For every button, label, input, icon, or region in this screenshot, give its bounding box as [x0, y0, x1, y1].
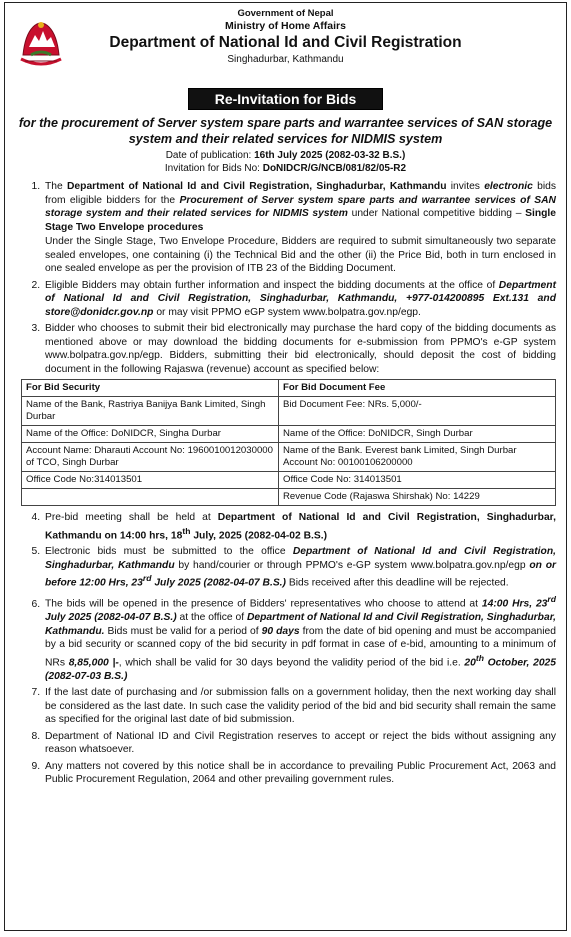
- clause-text: invites: [446, 181, 485, 192]
- clause-emphasis: on or before 12:00 Hrs, 23: [45, 559, 556, 589]
- clause-6: [43, 593, 556, 683]
- banner-wrap: [5, 88, 566, 110]
- fee-table-header-row: [22, 380, 556, 397]
- table-cell: [22, 489, 279, 506]
- table-row: [22, 489, 556, 506]
- department-name: Department of National Id and Civil Registration: [109, 34, 462, 51]
- nepal-emblem-icon: [19, 15, 63, 67]
- notice-subject: for the procurement of Server system spare parts and warrantee services of SAN storage system and their related services for NIDMIS system: [18, 116, 553, 146]
- clause-4: [43, 511, 556, 542]
- clause-text: by hand/courier or through PPMO's e-GP system www.bolpatra.gov.np/egp: [174, 559, 530, 571]
- clause-7: [43, 686, 556, 727]
- clause-emphasis: electronic: [484, 181, 533, 192]
- table-row: [22, 426, 556, 443]
- fee-table-header: For Bid Document Fee: [279, 380, 556, 397]
- table-cell: Account Name: Dharauti Account No: 1960010012030000 of TCO, Singh Durbar: [22, 443, 279, 472]
- clause-1: [43, 180, 556, 276]
- clause-emphasis: Procurement of Server system spare parts and warrantee services of SAN storage system and their related services for NIDMIS system: [45, 194, 556, 219]
- government-name: Government of Nepal: [237, 8, 334, 19]
- clause-emphasis: 90 days: [261, 625, 300, 637]
- clause-text: Electronic bids must be submitted to the office: [45, 546, 293, 558]
- clause-text: at the office of: [176, 612, 247, 624]
- notice-banner: Re-Invitation for Bids: [188, 88, 384, 110]
- clause-emphasis: July 2025 (2082-04-07 B.S.): [45, 612, 177, 624]
- clause-bold: July, 2025 (2082-04-02 B.S.): [190, 529, 328, 541]
- clause-text: Department of National ID and Civil Registration reserves to accept or reject the bids without assigning any reason whatsoever.: [45, 730, 556, 756]
- notice-clauses: [5, 180, 556, 376]
- clause-9: [43, 760, 556, 787]
- table-cell: Office Code No:314013501: [22, 472, 279, 489]
- table-row: [22, 443, 556, 472]
- clause-text: , which shall be valid for 30 days beyond the validity period of the bid i.e.: [118, 657, 465, 669]
- publication-date-label: Date of publication:: [165, 150, 255, 161]
- clause-bold: Department of National Id and Civil Registration, Singhadurbar, Kathmandu: [67, 181, 447, 192]
- clause-5: [43, 545, 556, 590]
- clause-text: Eligible Bidders may obtain further information and inspect the bidding documents at the office of: [45, 279, 499, 291]
- clause-emphasis: 20: [464, 657, 476, 669]
- notice-clauses-continued: [5, 511, 556, 787]
- clause-8: [43, 730, 556, 757]
- clause-text: or may visit PPMO eGP system www.bolpatra.gov.np/egp.: [153, 306, 421, 318]
- clause-bold: Single Stage Two Envelope procedures: [45, 208, 556, 233]
- clause-text: Bidder who chooses to submit their bid electronically may purchase the hard copy of the bidding documents as mentioned above or may download the bidding documents for e-submission from PPMO's e-GP system www.bolpatra.gov.np/egp. Bidders, submitting their bid electronically, should deposit the cost of bidding document in the following Rajaswa (revenue) account as specified below:: [45, 323, 556, 375]
- invitation-number: [5, 162, 566, 175]
- clause-text: If the last date of purchasing and /or submission falls on a government holiday, then the next working day shall be considered as the last date. In such case the validity period of the bid and bid security shall remain the same as specified for the original last date of bid submission.: [45, 687, 556, 726]
- clause-superscript: rd: [547, 594, 556, 605]
- clause-text: from the date of bid opening and must be accompanied by a bid security or scanned copy of the bid security in pdf format in case of e-bid, amounting to a minimum of NRs: [45, 625, 556, 669]
- table-row: [22, 397, 556, 426]
- fee-table: [21, 379, 556, 506]
- invitation-number-value: DoNIDCR/G/NCB/081/82/05-R2: [262, 163, 407, 174]
- invitation-number-label: Invitation for Bids No:: [164, 163, 263, 174]
- clause-text: Any matters not covered by this notice shall be in accordance to prevailing Public Procurement Act, 2063 and Public Procurement Regulation, 2064 and other prevailing government rules.: [45, 760, 556, 786]
- table-cell: Name of the Office: DoNIDCR, Singha Durbar: [22, 426, 279, 443]
- clause-text: The: [45, 181, 67, 192]
- clause-superscript: rd: [142, 573, 152, 584]
- clause-emphasis: 8,85,000 |-: [68, 657, 119, 669]
- table-cell: Office Code No: 314013501: [279, 472, 556, 489]
- clause-emphasis: July 2025 (2082-04-07 B.S.): [151, 577, 286, 589]
- table-cell: Name of the Bank. Everest bank Limited, Singh Durbar Account No: 00100106200000: [279, 443, 556, 472]
- clause-text: Bids must be valid for a period of: [104, 625, 262, 637]
- clause-emphasis: 14:00 Hrs, 23: [481, 598, 548, 610]
- clause-superscript: th: [475, 652, 484, 663]
- clause-2: [43, 279, 556, 320]
- clause-bold: Department of National Id and Civil Registration, Singhadurbar, Kathmandu on 14:00 hrs, 18: [45, 512, 556, 541]
- clause-3: [43, 322, 556, 376]
- clause-emphasis: Department of National Id and Civil Registration, Singhadurbar, Kathmandu: [45, 546, 556, 571]
- clause-emphasis: Department of National Id and Civil Registration, Singhadurbar, Kathmandu, +977-014200895 Ext.131 and store@donidcr.gov.np: [45, 279, 556, 318]
- clause-text: under National competitive bidding –: [347, 208, 526, 219]
- table-cell: Name of the Office: DoNIDCR, Singh Durbar: [279, 426, 556, 443]
- clause-emphasis: October, 2025 (2082-07-03 B.S.): [45, 657, 556, 682]
- clause-emphasis: Department of National Id and Civil Registration, Singhadurbar, Kathmandu.: [45, 612, 556, 637]
- clause-text: bids from eligible bidders for the: [45, 181, 556, 206]
- publication-date-value: 16th July 2025 (2082-03-32 B.S.): [254, 150, 406, 161]
- publication-date: [5, 149, 566, 162]
- fee-table-header: For Bid Security: [22, 380, 279, 397]
- ministry-name: Ministry of Home Affairs: [225, 20, 346, 32]
- clause-superscript: th: [182, 525, 191, 536]
- table-cell: Bid Document Fee: NRs. 5,000/-: [279, 397, 556, 426]
- clause-text: Pre-bid meeting shall be held at: [45, 512, 218, 523]
- table-cell: Revenue Code (Rajaswa Shirshak) No: 14229: [279, 489, 556, 506]
- table-cell: Name of the Bank, Rastriya Banijya Bank Limited, Singh Durbar: [22, 397, 279, 426]
- table-row: [22, 472, 556, 489]
- clause-1-procedure: Under the Single Stage, Two Envelope Procedure, Bidders are required to submit simultaneously two separate sealed envelopes, one containing (i) the Technical Bid and the other (ii) the Price Bid, both in turn enclosed in one sealed envelope as per the provision of ITB 23 of the Bidding Document.: [45, 236, 556, 274]
- notice-page: [4, 2, 567, 931]
- notice-header: [5, 3, 566, 81]
- clause-text: The bids will be opened in the presence of Bidders' representatives who choose to attend at: [45, 598, 482, 610]
- department-location: Singhadurbar, Kathmandu: [227, 54, 344, 65]
- clause-text: Bids received after this deadline will be rejected.: [285, 577, 509, 589]
